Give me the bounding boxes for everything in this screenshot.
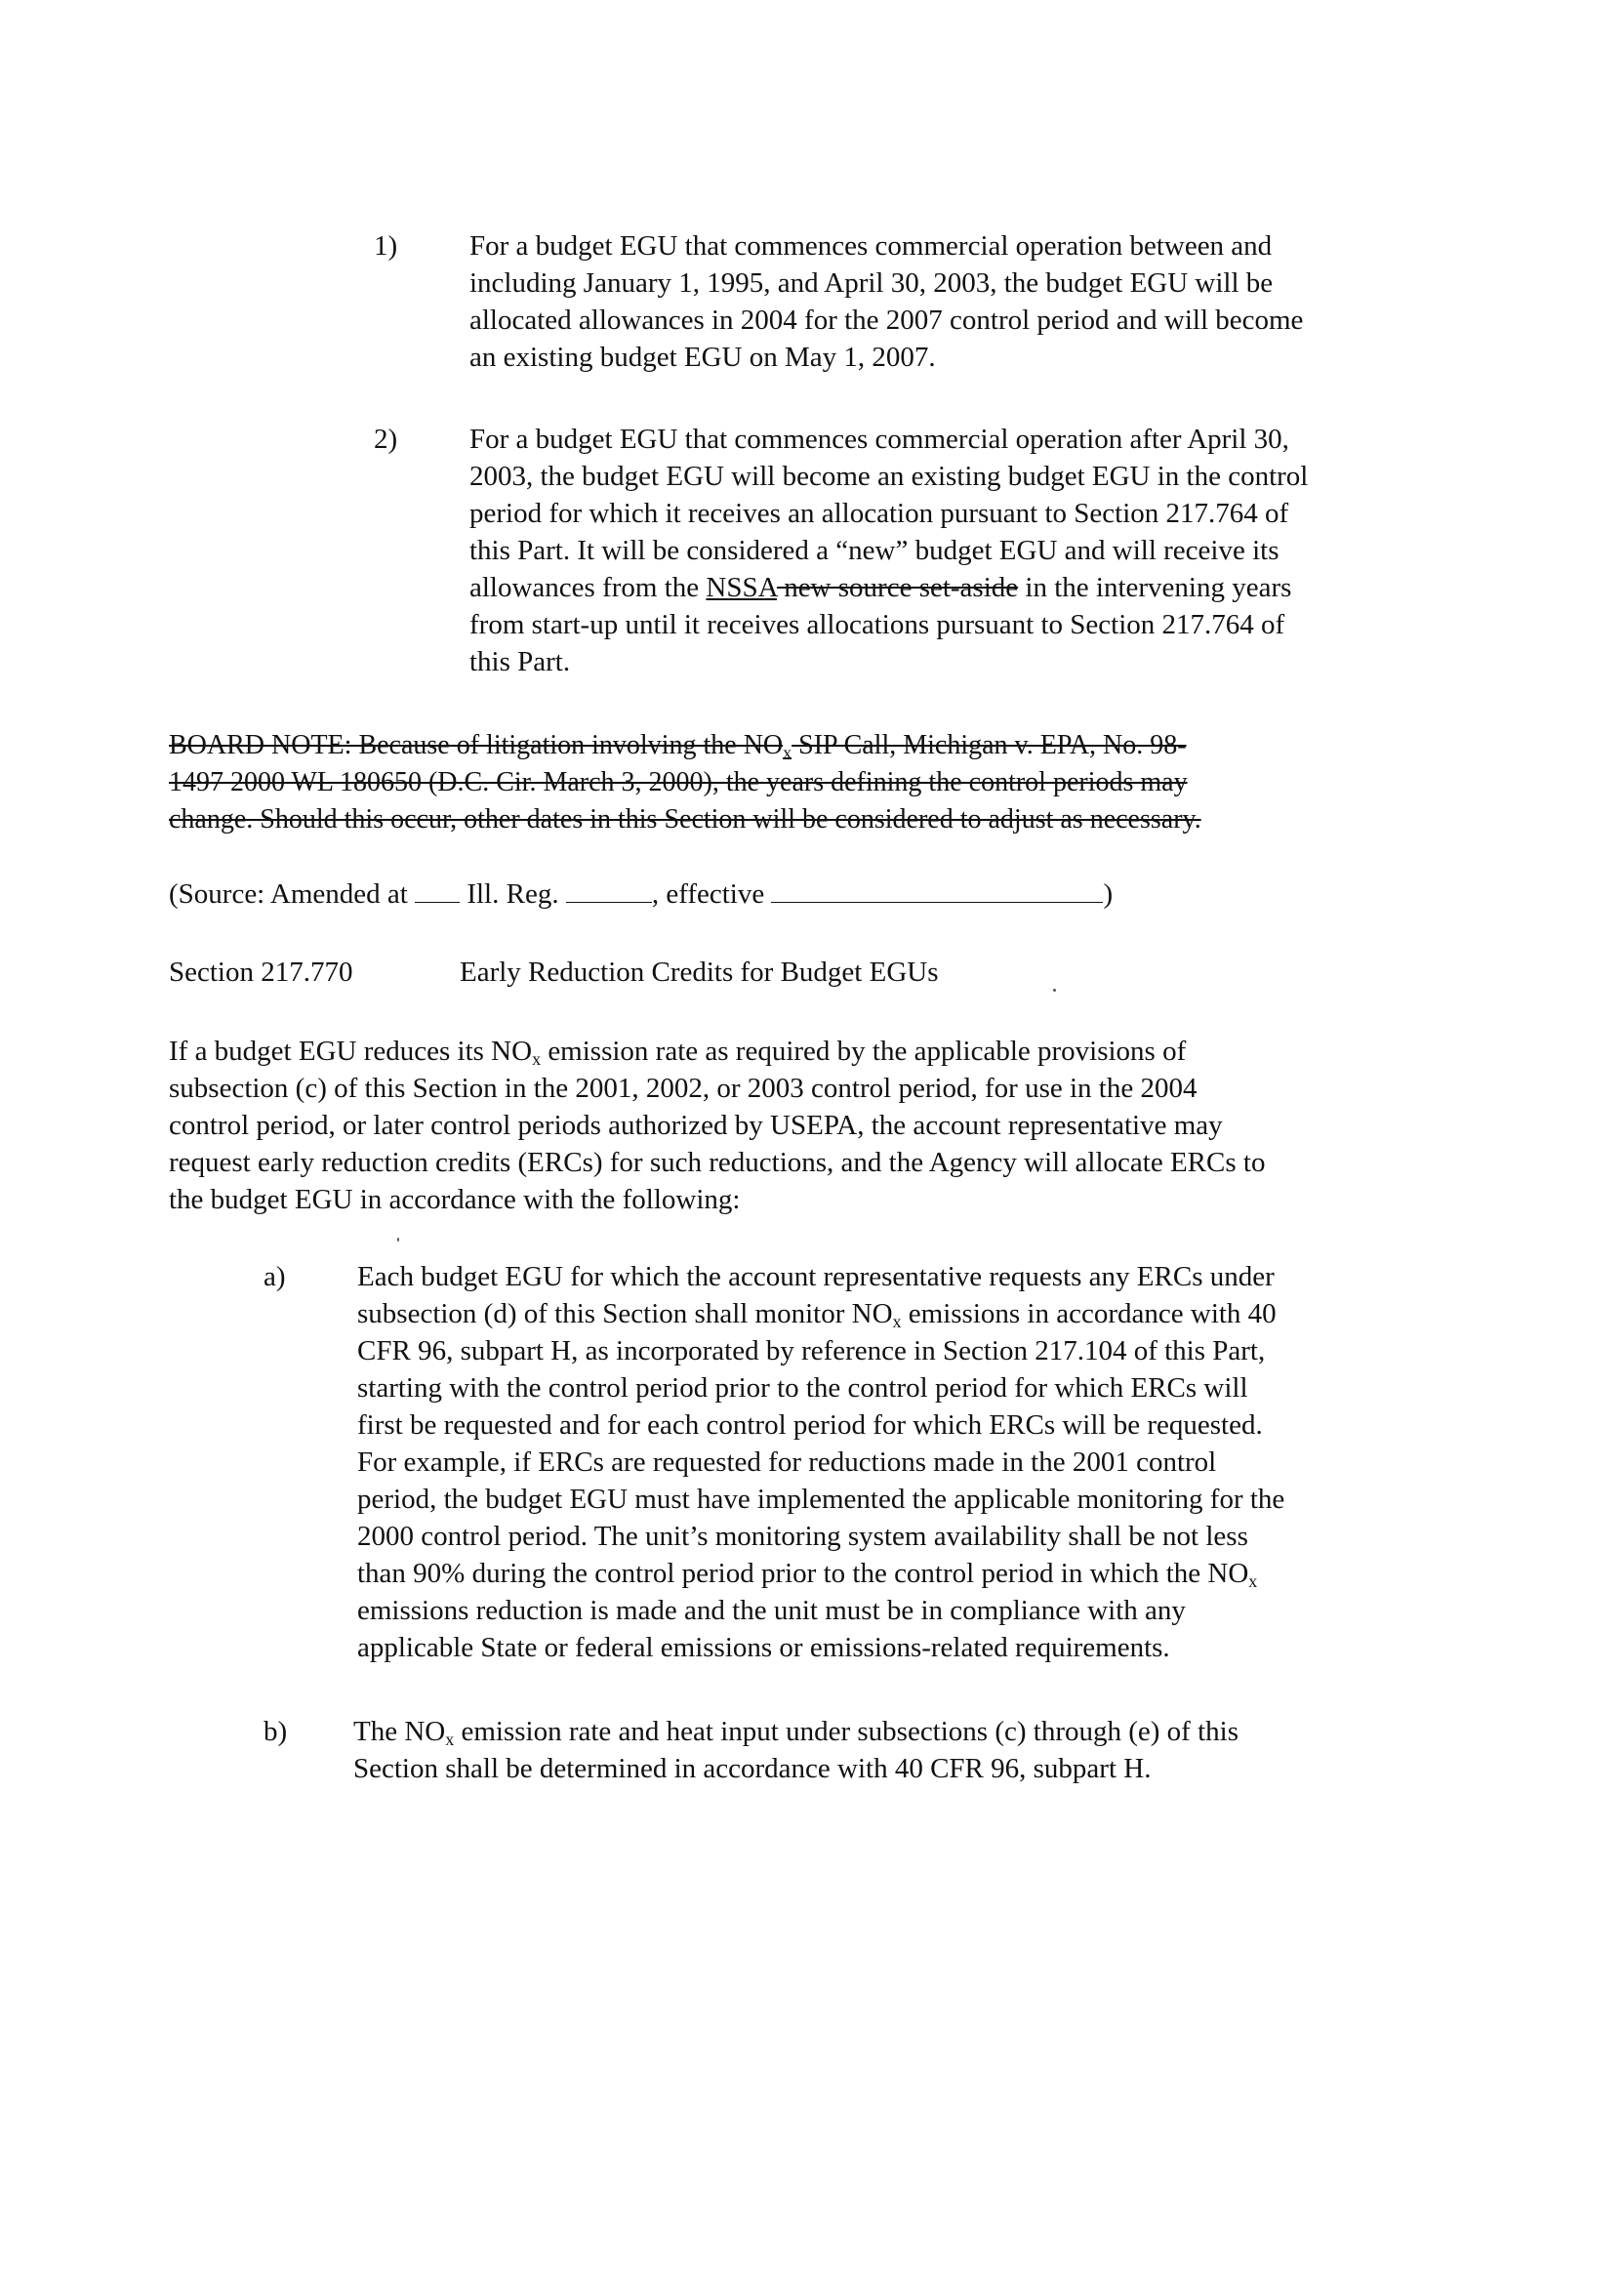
text-line: BOARD NOTE: Because of litigation involving the $NO_x$ SIP Call, Michigan v. EPA, No. 98- bbox=[169, 730, 1187, 762]
source-close: ) bbox=[1103, 878, 1114, 910]
board-note-deleted bbox=[169, 727, 1477, 838]
item-marker: b) bbox=[264, 1716, 288, 1747]
source-line bbox=[169, 876, 1477, 913]
text-run: in the intervening years bbox=[1018, 572, 1292, 603]
text-line: an existing budget EGU on May 1, 2007. bbox=[469, 342, 936, 373]
text-line: allocated allowances in 2004 for the 2007 control period and will become bbox=[469, 305, 1304, 336]
item-body bbox=[353, 1713, 1466, 1787]
text-line: subsection (d) of this Section shall monitor $NO_x$ emissions in accordance with 40 bbox=[357, 1298, 1277, 1331]
text-line: the budget EGU in accordance with the following: bbox=[169, 1184, 741, 1215]
text-line: For a budget EGU that commences commercial operation between and bbox=[469, 230, 1273, 262]
text-line: Each budget EGU for which the account representative requests any ERCs under bbox=[357, 1261, 1275, 1292]
text-line: 2000 control period. The unit’s monitoring system availability shall be not less bbox=[357, 1521, 1248, 1552]
blank-field bbox=[415, 876, 460, 903]
text-line: than 90% during the control period prior to the control period in which the $NO_x$ bbox=[357, 1558, 1258, 1591]
intro-paragraph bbox=[169, 1033, 1496, 1218]
text-line: control period, or later control periods authorized by USEPA, the account representative may bbox=[169, 1110, 1223, 1141]
section-heading bbox=[169, 954, 1477, 991]
item-marker: 1) bbox=[374, 230, 398, 262]
item-marker: 2) bbox=[374, 424, 398, 455]
text-line: period for which it receives an allocation pursuant to Section 217.764 of bbox=[469, 498, 1289, 529]
text-line: this Part. bbox=[469, 646, 571, 677]
source-prefix: (Source: Amended at bbox=[169, 878, 416, 910]
text-line: subsection (c) of this Section in the 2001, 2002, or 2003 control period, for use in the 2004 bbox=[169, 1073, 1198, 1104]
text-line: period, the budget EGU must have implemented the applicable monitoring for the bbox=[357, 1484, 1285, 1515]
blank-field bbox=[566, 876, 652, 903]
text-line: starting with the control period prior to the control period for which ERCs will bbox=[357, 1372, 1248, 1404]
text-line: CFR 96, subpart H, as incorporated by reference in Section 217.104 of this Part, bbox=[357, 1335, 1266, 1366]
text-line: change. Should this occur, other dates in this Section will be considered to adjust as necessary. bbox=[169, 804, 1201, 835]
text-line: For example, if ERCs are requested for reductions made in the 2001 control bbox=[357, 1447, 1217, 1478]
text-line: from start-up until it receives allocations pursuant to Section 217.764 of bbox=[469, 609, 1285, 640]
text-line: first be requested and for each control period for which ERCs will be requested. bbox=[357, 1409, 1263, 1441]
deleted-text: new source set-aside bbox=[776, 572, 1019, 603]
item-body bbox=[357, 1258, 1470, 1666]
section-number: Section 217.770 bbox=[169, 957, 353, 988]
text-line: this Part. It will be considered a “new” budget EGU and will receive its bbox=[469, 535, 1279, 566]
text-line: 1497 2000 WL 180650 (D.C. Cir. March 3, 2000), the years defining the control periods may bbox=[169, 767, 1188, 797]
text-line: 2003, the budget EGU will become an existing budget EGU in the control bbox=[469, 461, 1309, 492]
text-line: If a budget EGU reduces its $NO_x$ emission rate as required by the applicable provisions of bbox=[169, 1036, 1187, 1069]
item-marker: a) bbox=[264, 1261, 286, 1292]
section-title: Early Reduction Credits for Budget EGUs bbox=[460, 957, 939, 988]
text-line: including January 1, 1995, and April 30, 2003, the budget EGU will be bbox=[469, 267, 1274, 299]
item-body bbox=[469, 227, 1465, 376]
text-line: emissions reduction is made and the unit must be in compliance with any bbox=[357, 1595, 1186, 1626]
text-line: Section shall be determined in accordance with 40 CFR 96, subpart H. bbox=[353, 1753, 1152, 1784]
text-line: request early reduction credits (ERCs) for such reductions, and the Agency will allocate ERCs to bbox=[169, 1147, 1266, 1178]
text-line bbox=[469, 569, 1465, 606]
text-line: For a budget EGU that commences commercial operation after April 30, bbox=[469, 424, 1289, 455]
blank-field bbox=[771, 876, 1103, 903]
source-effective: , effective bbox=[651, 878, 772, 910]
text-line: The $NO_x$ emission rate and heat input under subsections (c) through (e) of this bbox=[353, 1716, 1238, 1749]
inserted-text: NSSA bbox=[706, 572, 777, 603]
scan-speck bbox=[1053, 989, 1056, 992]
text-run: allowances from the bbox=[469, 572, 707, 603]
item-body bbox=[469, 421, 1465, 680]
scan-speck bbox=[397, 1238, 399, 1242]
text-line: applicable State or federal emissions or emissions-related requirements. bbox=[357, 1632, 1170, 1663]
source-reg: Ill. Reg. bbox=[460, 878, 566, 910]
